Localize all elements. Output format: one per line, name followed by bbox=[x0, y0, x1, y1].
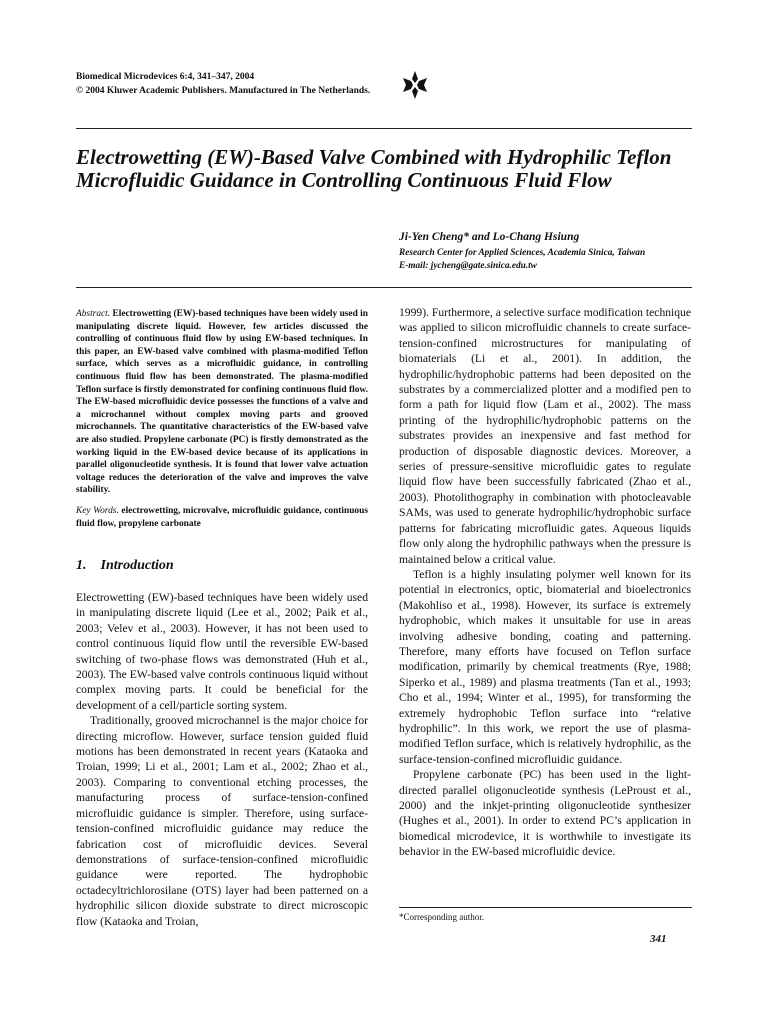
intro-paragraph-2: Traditionally, grooved microchannel is the major choice for directing microflow. However, surface tension guided fluid motions has been demonstrated in recent years (Kataoka and Troian, 1999; Li et al., 2001; Lam et al., 2002; Zhao et al., 2003). Comparing to conventional etching processes, the manufacturing process of surface-tension-confined microfluidic guidance is simpler. Therefore, using surface-tension-confined microfluidic guidance may reduce the fabrication cost of microfluidic devices. Several demonstrations of surface-tension-confined microfluidic guidance were reported. The hydrophobic octadecyltrichlorosilane (OTS) layer had been patterned on a hydrophilic silicon dioxide substrate to direct microscopic flow (Kataoka and Troian, bbox=[76, 714, 368, 928]
section-heading-introduction bbox=[76, 558, 174, 574]
page-number: 341 bbox=[650, 933, 667, 945]
header-rule bbox=[76, 128, 692, 129]
journal-header bbox=[76, 70, 370, 98]
keywords-text: electrowetting, microvalve, microfluidic guidance, continuous fluid flow, propylene carbonate bbox=[76, 506, 368, 529]
footnote: *Corresponding author. bbox=[399, 912, 484, 922]
author-email: E-mail: jycheng@gate.sinica.edu.tw bbox=[399, 261, 537, 271]
abstract-label: Abstract. bbox=[76, 309, 111, 319]
section-title: Introduction bbox=[100, 558, 174, 573]
publisher-logo-icon bbox=[402, 70, 428, 100]
intro-paragraph-1: Electrowetting (EW)-based techniques have been widely used in manipulating discrete liquid (Lee et al., 2002; Paik et al., 2003; Velev et al., 2003). However, it has not been used to control continuous liquid flow until the reversible EW-based switching of two-phase flows was demonstrated (Huh et al., 2003). The EW-based valve controls continuous liquid without complex moving parts. It could be beneficial for the development of a cell/particle sorting system. bbox=[76, 591, 368, 712]
title-rule bbox=[76, 287, 692, 288]
keywords bbox=[76, 505, 368, 530]
abstract bbox=[76, 308, 368, 497]
keywords-label: Key Words. bbox=[76, 506, 119, 516]
right-paragraph-1: 1999). Furthermore, a selective surface modification technique was applied to silicon microfluidic channels to create surface-tension-confined microstructures for manipulating of biomaterials (Li et al., 2001). In addition, the hydrophilic/hydrophobic patterns had been deposited on the substrates by a commercialized plotter and a modified pen to form a path for liquid flow (Lam et al., 2002). The mass printing of the hydrophilic/hydrophobic patterns on the substrates provides an inexpensive and fast method for production of disposable diagnostic devices. Moreover, a series of pressure-sensitive microfluidic gates to regulate liquid flow have been successfully fabricated (Zhao et al., 2003). Photolithography in combination with photocleavable SAMs, was used to generate hydrophilic/hydrophobic surface patterns for fabricating microfluidic gates. Aqueous liquids flow only along the hydrophilic pathways when the pressure is maintained below a critical value. bbox=[399, 306, 691, 566]
introduction-left-column bbox=[76, 590, 368, 929]
journal-citation: Biomedical Microdevices 6:4, 341–347, 2004 bbox=[76, 72, 255, 82]
right-paragraph-2: Teflon is a highly insulating polymer well known for its potential in electronics, optic, biomaterial and bioelectronics (Makohliso et al., 1998). However, its surface is extremely hydrophobic, which makes it unsuitable for use in areas involving adhesive bonding, coating and patterning. Therefore, many efforts have focused on Teflon surface modification, primarily by chemical treatments (Rye, 1988; Siperko et al., 1989) and plasma treatments (Tan et al., 1993; Cho et al., 1994; Winter et al., 1995), for transforming the extremely hydrophobic Teflon surface into “relative hydrophilic”. In this work, we report the use of plasma-modified Teflon surface, which is relatively hydrophilic, as the surface-tension-confined microfluidic guidance. bbox=[399, 567, 691, 766]
section-number: 1. bbox=[76, 558, 87, 573]
paper-title: Electrowetting (EW)-Based Valve Combined with Hydrophilic Teflon Microfluidic Guidance in Controlling Continuous Fluid Flow bbox=[76, 145, 672, 192]
copyright-line: © 2004 Kluwer Academic Publishers. Manufactured in The Netherlands. bbox=[76, 86, 371, 96]
footnote-rule bbox=[399, 907, 692, 908]
author-list: Ji-Yen Cheng* and Lo-Chang Hsiung bbox=[399, 231, 580, 243]
right-paragraph-3: Propylene carbonate (PC) has been used in the light-directed parallel oligonucleotide synthesis (LeProust et al., 2000) and the inkjet-printing oligonucleotide synthesizer (Hughes et al., 2001). In order to extend PC’s application in biomedical microdevice, it is worthwhile to investigate its behavior in the EW-based microfluidic device. bbox=[399, 768, 691, 859]
affiliation-block bbox=[399, 247, 645, 273]
right-column bbox=[399, 305, 691, 860]
abstract-text: Electrowetting (EW)-based techniques have been widely used in manipulating discrete liquid. However, few articles discussed the controlling of continuous fluid flow by using EW-based techniques. In this paper, an EW-based valve combined with plasma-modified Teflon surface, which serves as a microfluidic guidance, in controlling continuous fluid flow has been demonstrated. The plasma-modified Teflon surface is firstly demonstrated for confining continuous fluid flow. The EW-based microfluidic device possesses the functions of a valve and a microchannel without complex moving parts and grooved microchannels. The quantitative characteristics of the EW-based valve are also studied. Propylene carbonate (PC) is firstly demonstrated as the working liquid in the EW-based device because of its applications in parallel oligonucleotide synthesis. It is found that lower valve actuation voltage reduces the deterioration of the valve and improves the valve stability. bbox=[76, 309, 368, 496]
affiliation: Research Center for Applied Sciences, Academia Sinica, Taiwan bbox=[399, 248, 646, 258]
